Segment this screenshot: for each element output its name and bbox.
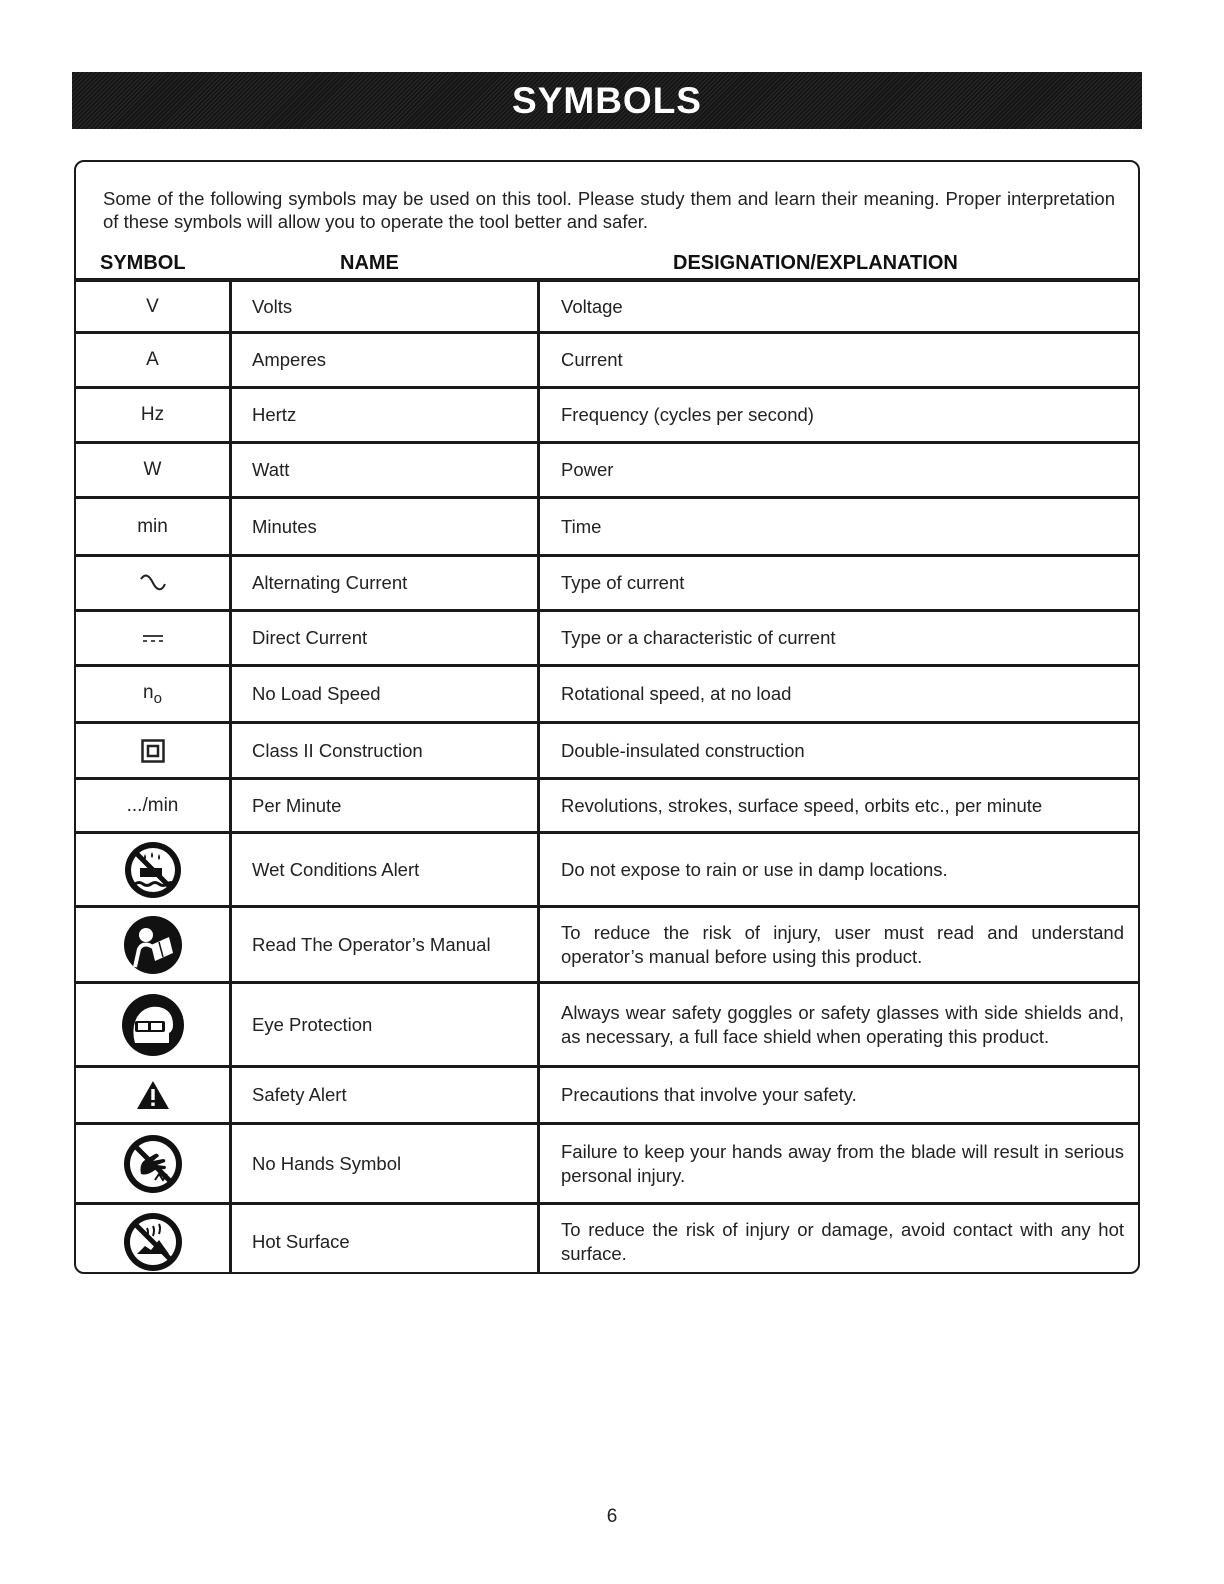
description-cell: Rotational speed, at no load <box>561 683 792 704</box>
name-cell: Direct Current <box>232 612 540 664</box>
symbol-cell <box>76 499 232 554</box>
name-cell: Hertz <box>232 389 540 441</box>
symbol-text: $n_o$ <box>143 681 162 707</box>
description-cell: Current <box>561 349 623 370</box>
symbol-cell <box>76 282 232 331</box>
description-cell: To reduce the risk of injury or damage, avoid contact with any hot surface. <box>561 1218 1124 1264</box>
name-cell: Amperes <box>232 334 540 386</box>
wet-conditions-alert-icon <box>123 840 183 900</box>
description-cell: Precautions that involve your safety. <box>561 1084 857 1105</box>
table-row <box>76 667 1138 724</box>
symbol-cell <box>76 612 232 664</box>
symbol-text: min <box>137 515 168 537</box>
table-row <box>76 780 1138 834</box>
intro-paragraph: Some of the following symbols may be used on this tool. Please study them and learn their meaning. Proper interpretation of these symbols will allow you to operate the tool better and safer. <box>103 188 1115 232</box>
eye-protection-icon <box>121 993 185 1057</box>
description-cell: Type of current <box>561 572 685 593</box>
table-row <box>76 984 1138 1068</box>
symbol-cell <box>76 444 232 496</box>
table-row <box>76 834 1138 908</box>
symbols-table <box>76 282 1138 1274</box>
table-row <box>76 1205 1138 1274</box>
class-ii-construction-icon <box>141 739 165 763</box>
name-cell: No Load Speed <box>232 667 540 721</box>
name-cell: Alternating Current <box>232 557 540 609</box>
symbol-cell <box>76 984 232 1065</box>
description-cell: Voltage <box>561 295 623 317</box>
name-cell: Volts <box>232 282 540 331</box>
table-row <box>76 908 1138 984</box>
section-title: SYMBOLS <box>512 79 702 121</box>
page-number: 6 <box>606 1506 618 1527</box>
description-cell: Frequency (cycles per second) <box>561 404 814 425</box>
symbol-cell <box>76 724 232 777</box>
description-cell: Failure to keep your hands away from the blade will result in serious personal injury. <box>561 1140 1124 1186</box>
symbol-cell <box>76 780 232 831</box>
symbol-cell <box>76 1205 232 1274</box>
no-hands-icon <box>123 1134 183 1194</box>
name-cell: Eye Protection <box>232 984 540 1065</box>
name-cell: Minutes <box>232 499 540 554</box>
name-cell: Safety Alert <box>232 1068 540 1122</box>
symbol-cell <box>76 1068 232 1122</box>
symbol-text: W <box>143 459 162 480</box>
symbol-text: .../min <box>126 794 179 816</box>
symbols-table-box <box>74 160 1140 1274</box>
table-row <box>76 444 1138 499</box>
symbol-cell <box>76 908 232 981</box>
description-cell: Revolutions, strokes, surface speed, orbits etc., per minute <box>561 794 1043 816</box>
symbol-text: V <box>146 295 159 317</box>
symbol-cell <box>76 389 232 441</box>
name-cell: No Hands Symbol <box>232 1125 540 1202</box>
hot-surface-icon <box>123 1212 183 1272</box>
table-row <box>76 1125 1138 1205</box>
description-cell: Power <box>561 459 614 480</box>
description-cell: To reduce the risk of injury, user must read and understand operator’s manual before using this product. <box>561 921 1124 967</box>
name-cell: Watt <box>232 444 540 496</box>
column-header-name: NAME <box>340 252 399 274</box>
name-cell: Wet Conditions Alert <box>232 834 540 905</box>
table-row <box>76 389 1138 444</box>
table-row <box>76 724 1138 780</box>
name-cell: Per Minute <box>232 780 540 831</box>
table-row <box>76 612 1138 667</box>
symbol-text: A <box>146 349 159 370</box>
table-row <box>76 557 1138 612</box>
description-cell: Do not expose to rain or use in damp locations. <box>561 858 948 880</box>
table-row <box>76 499 1138 557</box>
alternating-current-icon <box>138 573 168 593</box>
table-row <box>76 334 1138 389</box>
description-cell: Always wear safety goggles or safety glasses with side shields and, as necessary, a full face shield when operating this product. <box>561 1001 1124 1047</box>
name-cell: Read The Operator’s Manual <box>232 908 540 981</box>
read-manual-icon <box>123 915 183 975</box>
table-row <box>76 1068 1138 1125</box>
symbol-cell <box>76 557 232 609</box>
symbol-text: Hz <box>140 404 165 425</box>
description-cell: Type or a characteristic of current <box>561 627 836 648</box>
section-banner <box>72 72 1142 129</box>
symbol-cell <box>76 834 232 905</box>
name-cell: Class II Construction <box>232 724 540 777</box>
symbol-cell <box>76 1125 232 1202</box>
description-cell: Double-insulated construction <box>561 739 805 761</box>
column-header-symbol: SYMBOL <box>100 252 186 274</box>
column-header-designation: DESIGNATION/EXPLANATION <box>673 252 958 274</box>
symbol-cell <box>76 334 232 386</box>
table-row <box>76 282 1138 334</box>
direct-current-icon <box>142 633 164 643</box>
symbol-cell <box>76 667 232 721</box>
name-cell: Hot Surface <box>232 1205 540 1274</box>
safety-alert-icon <box>136 1080 170 1110</box>
description-cell: Time <box>561 515 602 537</box>
